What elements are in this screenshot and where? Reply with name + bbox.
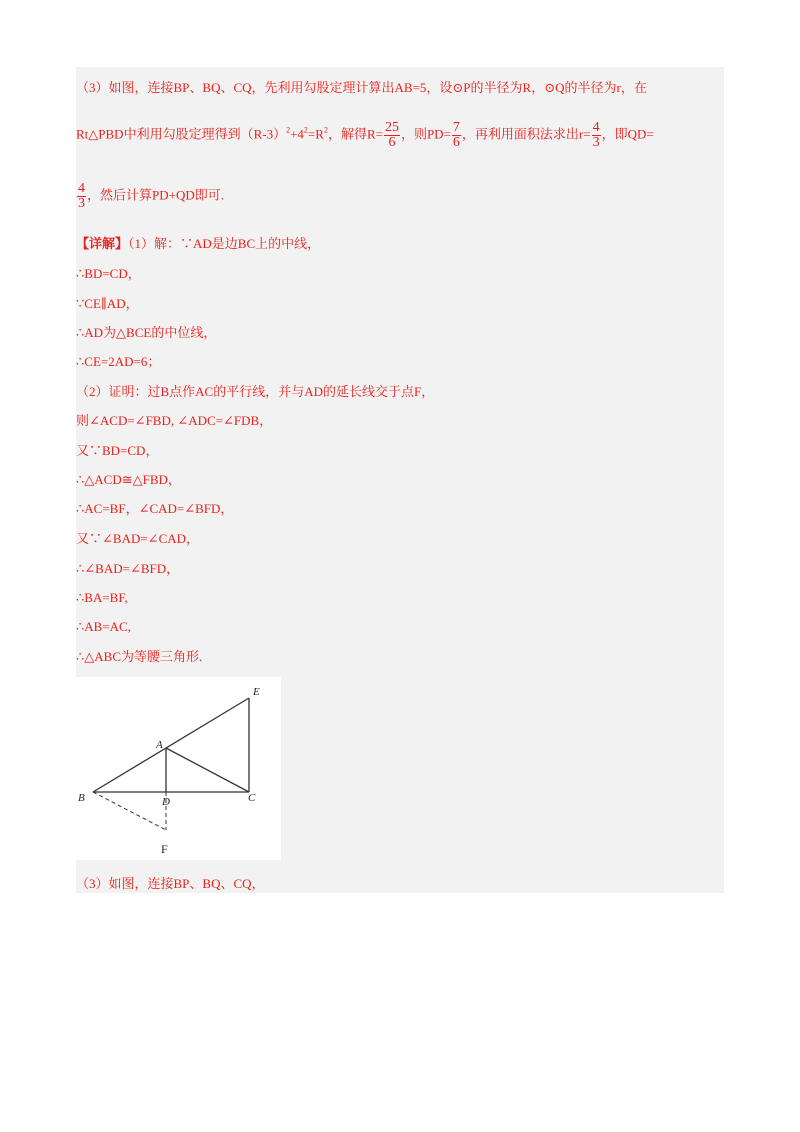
detail-line: ∴BA=BF,: [76, 590, 128, 605]
segment-BE: [93, 698, 249, 792]
detail-line-1: [76, 236, 320, 252]
fraction-PD: [452, 121, 461, 150]
analysis-text: ，再利用面积法求出r=: [461, 126, 591, 142]
analysis-text: ，即QD=: [601, 126, 654, 142]
detail-line: 又∵BD=CD，: [76, 443, 159, 458]
detail-line: ∴∠BAD=∠BFD，: [76, 561, 180, 576]
detail-line: ∴△ABC为等腰三角形.: [76, 649, 203, 664]
superscript: 2: [286, 125, 291, 135]
fraction-denominator: 3: [78, 196, 85, 211]
fraction-numerator: 7: [452, 120, 460, 135]
fraction-denominator: 6: [452, 135, 460, 150]
analysis-text: ，则PD=: [400, 126, 451, 142]
segment-AC: [166, 748, 249, 792]
superscript: 2: [323, 125, 328, 135]
dashed-segment-BF: [93, 792, 166, 830]
label-B: B: [78, 792, 85, 804]
superscript: 2: [303, 125, 308, 135]
geometry-figure: [76, 677, 281, 860]
analysis-line-3: [76, 182, 224, 211]
analysis-text: ，解得R=: [327, 126, 383, 142]
label-F: F: [161, 842, 168, 856]
label-A: A: [156, 739, 163, 751]
fraction-r: [592, 121, 601, 150]
detail-text: （1）解：∵AD是边BC上的中线，: [128, 236, 321, 251]
label-E: E: [253, 686, 260, 698]
analysis-text: +4: [290, 126, 304, 142]
fraction-QD: [77, 182, 86, 211]
detail-line: 又∵∠BAD=∠CAD，: [76, 531, 200, 546]
detail-line: ∴AD为△BCE的中位线，: [76, 325, 217, 340]
fraction-numerator: 4: [78, 181, 85, 196]
detail-line: ∴AB=AC,: [76, 619, 131, 634]
fraction-denominator: 6: [388, 135, 396, 150]
fraction-denominator: 3: [592, 135, 600, 150]
analysis-text: =R: [307, 126, 324, 142]
analysis-text: Rt△PBD中利用勾股定理得到（R-3）: [76, 126, 287, 142]
geometry-diagram: [76, 677, 281, 860]
detail-line: ∴△ACD≅△FBD，: [76, 472, 181, 487]
detail-line: ∴CE=2AD=6；: [76, 354, 161, 369]
detail-line: ∴BD=CD，: [76, 266, 141, 281]
detail-line: （2）证明：过B点作AC的平行线，并与AD的延长线交于点F，: [76, 384, 435, 399]
detail-line: 则∠ACD=∠FBD, ∠ADC=∠FDB，: [76, 413, 273, 428]
analysis-line-1: （3）如图，连接BP、BQ、CQ，先利用勾股定理计算出AB=5，设⊙P的半径为R，⊙Q的半径为r，在: [76, 80, 647, 95]
fraction-R: [384, 121, 400, 150]
footer-line: （3）如图，连接BP、BQ、CQ，: [76, 876, 265, 891]
label-C: C: [248, 792, 256, 804]
detail-line: ∵CE∥AD，: [76, 296, 139, 311]
fraction-numerator: 25: [384, 120, 399, 135]
fraction-numerator: 4: [592, 120, 600, 135]
analysis-line-2: [76, 121, 654, 150]
detail-line: ∴AC=BF，∠CAD=∠BFD，: [76, 501, 234, 516]
analysis-text: ，然后计算PD+QD即可.: [87, 187, 224, 203]
label-D: D: [162, 796, 170, 808]
detail-label: 【详解】: [76, 236, 129, 251]
